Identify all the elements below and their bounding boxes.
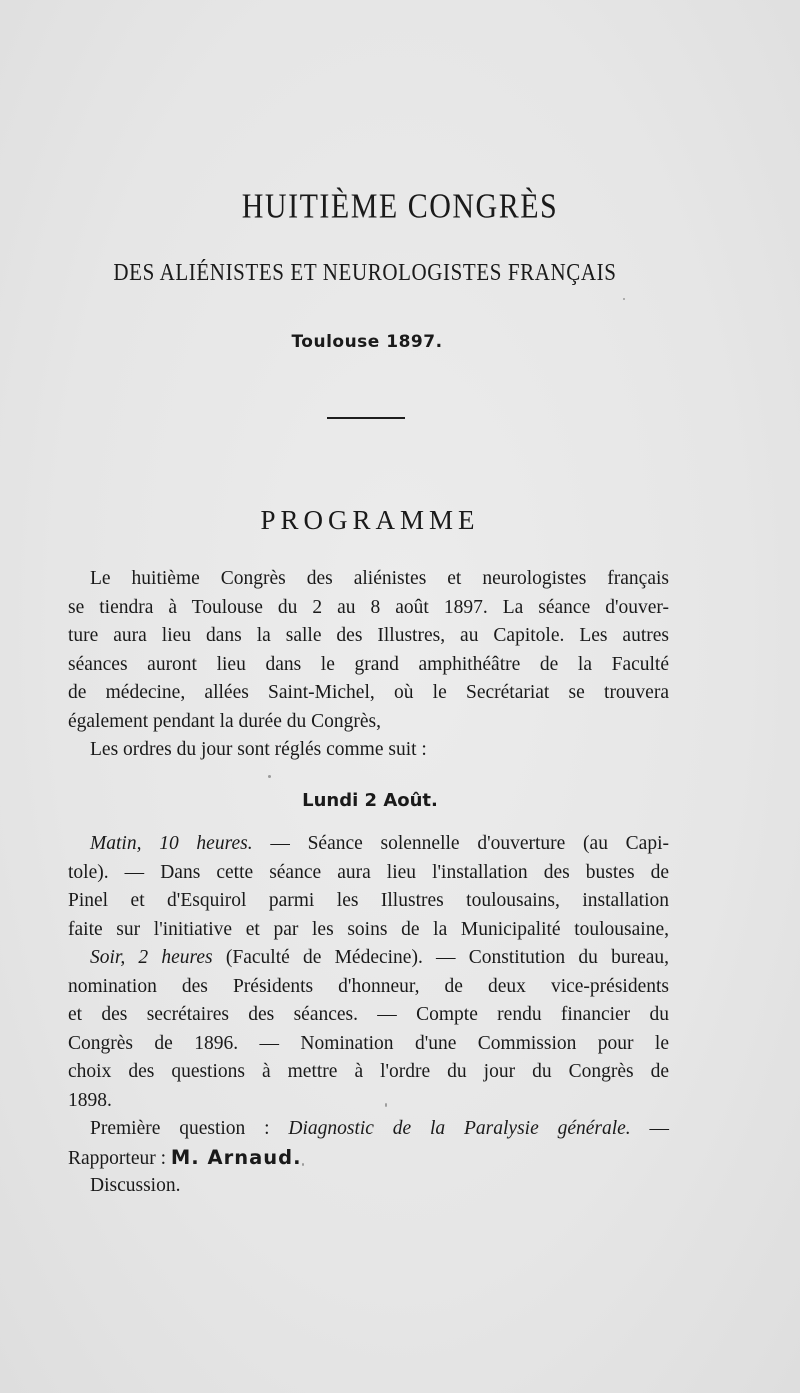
morning-line: [68, 830, 669, 859]
morning-line: faite sur l'initiative et par les soins de la Municipalité toulousaine,: [68, 918, 669, 940]
paper-speck: [385, 1103, 387, 1107]
morning-line: tole). — Dans cette séance aura lieu l'installation des bustes de: [68, 861, 669, 883]
divider-rule: [327, 417, 405, 419]
intro-line: séances auront lieu dans le grand amphithéâtre de la Faculté: [68, 653, 669, 675]
evening-line: Congrès de 1896. — Nomination d'une Commission pour le: [68, 1032, 669, 1054]
evening-time: Soir, 2 heures: [90, 947, 213, 968]
congress-subtitle: DES ALIÉNISTES ET NEUROLOGISTES FRANÇAIS: [113, 258, 617, 286]
paper-speck: [623, 298, 625, 300]
day-heading: Lundi 2 Août.: [302, 790, 438, 811]
congress-title: HUITIÈME CONGRÈS: [241, 187, 559, 226]
discussion-line: Discussion.: [90, 1175, 181, 1196]
morning-time: Matin, 10 heures.: [90, 833, 253, 854]
day1-program: [68, 830, 669, 1201]
question-prefix: Première question :: [90, 1118, 270, 1139]
question-line: [68, 1115, 669, 1144]
order-line: Les ordres du jour sont réglés comme suit :: [90, 739, 427, 760]
intro-line: Le huitième Congrès des aliénistes et neurologistes français: [90, 568, 669, 589]
evening-line: 1898.: [68, 1089, 112, 1111]
intro-line: ture aura lieu dans la salle des Illustres, au Capitole. Les autres: [68, 625, 669, 646]
rapporteur-name: M. Arnaud.: [170, 1145, 302, 1169]
intro-line: de médecine, allées Saint-Michel, où le Secrétariat se trouvera: [68, 682, 669, 703]
intro-paragraph: [68, 565, 669, 765]
intro-line: se tiendra à Toulouse du 2 au 8 août 1897. La séance d'ouver-: [68, 596, 669, 618]
evening-line: [68, 944, 669, 973]
place-year: Toulouse 1897.: [291, 332, 443, 352]
programme-heading: PROGRAMME: [260, 505, 480, 535]
intro-line: également pendant la durée du Congrès,: [68, 710, 381, 732]
question-dash: —: [649, 1118, 669, 1139]
evening-line: et des secrétaires des séances. — Compte rendu financier du: [68, 1004, 669, 1025]
question-title: Diagnostic de la Paralysie générale.: [288, 1118, 631, 1139]
morning-text: — Séance solennelle d'ouverture (au Capi-: [270, 833, 670, 854]
rapporteur-line: [68, 1144, 669, 1173]
evening-text: (Faculté de Médecine). — Constitution du bureau,: [225, 947, 670, 968]
paper-speck: [268, 775, 271, 778]
rapporteur-label: Rapporteur :: [68, 1147, 167, 1169]
morning-line: Pinel et d'Esquirol parmi les Illustres toulousains, installation: [68, 890, 669, 911]
evening-line: choix des questions à mettre à l'ordre du jour du Congrès de: [68, 1061, 669, 1082]
paper-speck: [302, 1163, 304, 1166]
evening-line: nomination des Présidents d'honneur, de deux vice-présidents: [68, 975, 669, 997]
